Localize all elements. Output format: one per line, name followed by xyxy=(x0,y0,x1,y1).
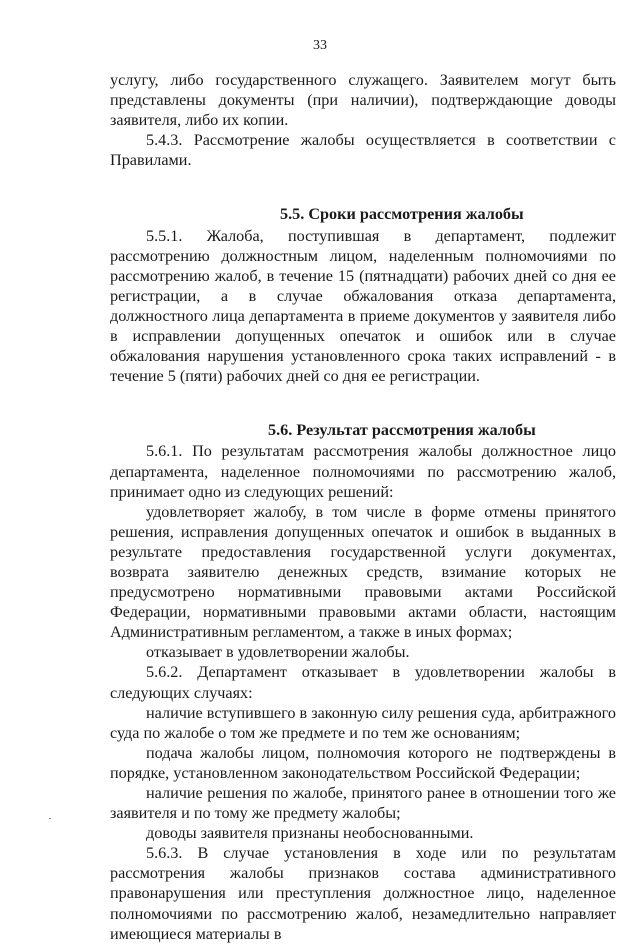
document-body xyxy=(110,70,616,944)
paragraph-continuation: услугу, либо государственного служащего. Заявителем могут быть представлены документы (при наличии), подтверждающие доводы заявителя, либо их копии. xyxy=(110,71,616,130)
paragraph-5-6-2: 5.6.2. Департамент отказывает в удовлетворении жалобы в следующих случаях: xyxy=(110,663,616,702)
paragraph-5-5-1: 5.5.1. Жалоба, поступившая в департамент, подлежит рассмотрению должностным лицом, наделенным полномочиями по рассмотрению жалоб, в течение 15 (пятнадцати) рабочих дней со дня ее регистрации, а в случае обжалования отказа департамента, должностного лица департамента в приеме документов у заявителя либо в исправлении допущенных опечаток и ошибок или в случае обжалования нарушения установленного срока таких исправлений - в течение 5 (пяти) рабочих дней со дня ее регистрации. xyxy=(110,226,616,386)
paragraph-5-6-3: 5.6.3. В случае установления в ходе или по результатам рассмотрения жалобы признаков состава административного правонарушения или преступления должностное лицо, наделенное полномочиями по рассмотрению жалоб, незамедлительно направляет имеющиеся материалы в xyxy=(110,844,616,943)
spacer xyxy=(110,170,616,187)
paragraph-5-4-3: 5.4.3. Рассмотрение жалобы осуществляется в соответствии с Правилами. xyxy=(110,131,616,170)
paragraph-satisfies: удовлетворяет жалобу, в том числе в форме отмены принятого решения, исправления допущенных опечаток и ошибок в выданных в результате предоставления государственной услуги документах, возврата заявителю денежных средств, взимание которых не предусмотрено нормативными правовыми актами Российской Федерации, нормативными правовыми актами области, настоящим Административным регламентом, а также в иных формах; xyxy=(110,502,616,642)
paragraph-5-6-1: 5.6.1. По результатам рассмотрения жалобы должностное лицо департамента, наделенное полномочиями по рассмотрению жалоб, принимает одно из следующих решений: xyxy=(110,442,616,501)
paragraph-unfounded: доводы заявителя признаны необоснованными. xyxy=(146,824,474,843)
paragraph-unauthorized-person: подача жалобы лицом, полномочия которого не подтверждены в порядке, установленном законодательством Российской Федерации; xyxy=(110,743,616,782)
section-heading-5-6: 5.6. Результат рассмотрения жалобы xyxy=(268,421,536,440)
section-heading-5-5: 5.5. Сроки рассмотрения жалобы xyxy=(280,205,524,224)
scan-speck xyxy=(49,818,51,819)
page-number: 33 xyxy=(313,38,327,53)
paragraph-refuses: отказывает в удовлетворении жалобы. xyxy=(146,643,410,662)
paragraph-court-decision: наличие вступившего в законную силу решения суда, арбитражного суда по жалобе о том же предмете и по тем же основаниям; xyxy=(110,703,616,742)
spacer xyxy=(110,386,616,403)
paragraph-prior-decision: наличие решения по жалобе, принятого ранее в отношении того же заявителя и по тому же предмету жалобы; xyxy=(110,784,616,823)
